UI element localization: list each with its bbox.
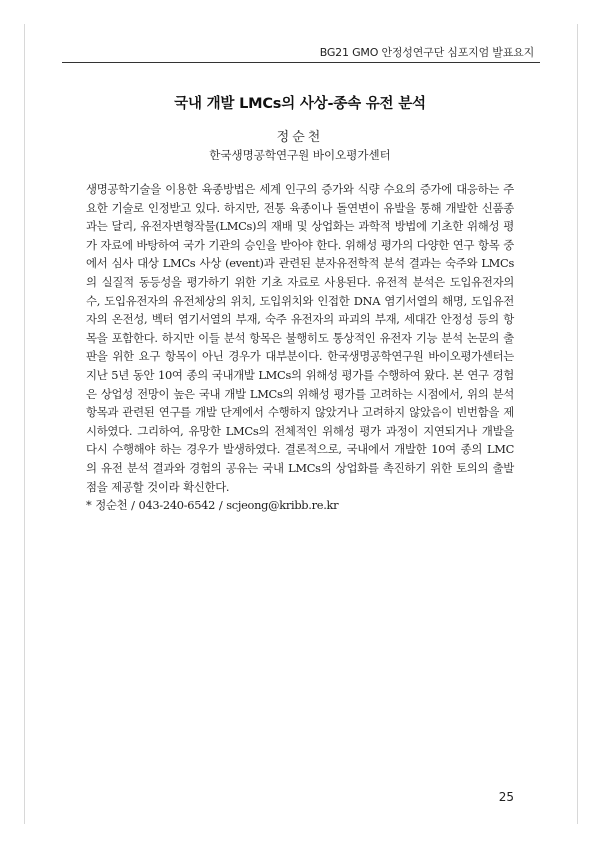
contact-line: * 정순천 / 043-240-6542 / scjeong@kribb.re.kr bbox=[86, 498, 339, 513]
author-affiliation: 한국생명공학연구원 바이오평가센터 bbox=[209, 148, 391, 162]
author-name: 정순천 bbox=[276, 130, 324, 145]
header-rule bbox=[62, 62, 540, 63]
page-number: 25 bbox=[498, 790, 514, 804]
abstract-text: 생명공학기술을 이용한 육종방법은 세계 인구의 증가와 식량 수요의 증가에 대응하는 주요한 기술로 인정받고 있다. 하지만, 전통 육종이나 돌연변이 유발을 통해 개발한 신품종과는 달리, 유전자변형작물(LMCs)의 재배 및 상업화는 과학적 방법에 기초한 위해성 평가 자료에 바탕하여 국가 기관의 승인을 받아야 한다. 위해성 평가의 다양한 연구 항목 중에서 심사 대상 LMCs 사상 (event)과 관련된 분자유전학적 분석 결과는 숙주와 LMCs의 실질적 동등성을 평가하기 위한 기초 자료로 사용된다. 유전적 분석은 도입유전자의 수, 도입유전자의 유전체상의 위치, 도입위치와 인접한 DNA 염기서열의 해명, 도입유전자의 온전성, 벡터 염기서열의 부재, 숙주 유전자의 파괴의 부재, 세대간 안정성 등의 항목을 포함한다. 하지만 이들 분석 항목은 불행히도 통상적인 유전자 기능 분석 논문의 출판을 위한 요구 항목이 아닌 경우가 대부분이다. 한국생명공학연구원 바이오평가센터는 지난 5년 동안 10여 종의 국내개발 LMCs의 위해성 평가를 수행하여 왔다. 본 연구 경험은 상업성 전망이 높은 국내 개발 LMCs의 위해성 평가를 고려하는 시점에서, 위의 분석 항목과 관련된 연구를 개발 단계에서 수행하지 않았거나 고려하지 않았음이 빈번함을 제시하였다. 그리하여, 유망한 LMCs의 전체적인 위해성 평가 과정이 지연되거나 개발을 다시 수행해야 하는 경우가 발생하였다. 결론적으로, 국내에서 개발한 10여 종의 LMC의 유전 분석 결과와 경험의 공유는 국내 LMCs의 상업화를 촉진하기 위한 토의의 출발점을 제공할 것이라 확신한다. bbox=[86, 182, 514, 494]
running-header: BG21 GMO 안정성연구단 심포지엄 발표요지 bbox=[319, 46, 534, 59]
paper-title: 국내 개발 LMCs의 사상-종속 유전 분석 bbox=[174, 96, 426, 112]
abstract-block bbox=[86, 180, 514, 515]
